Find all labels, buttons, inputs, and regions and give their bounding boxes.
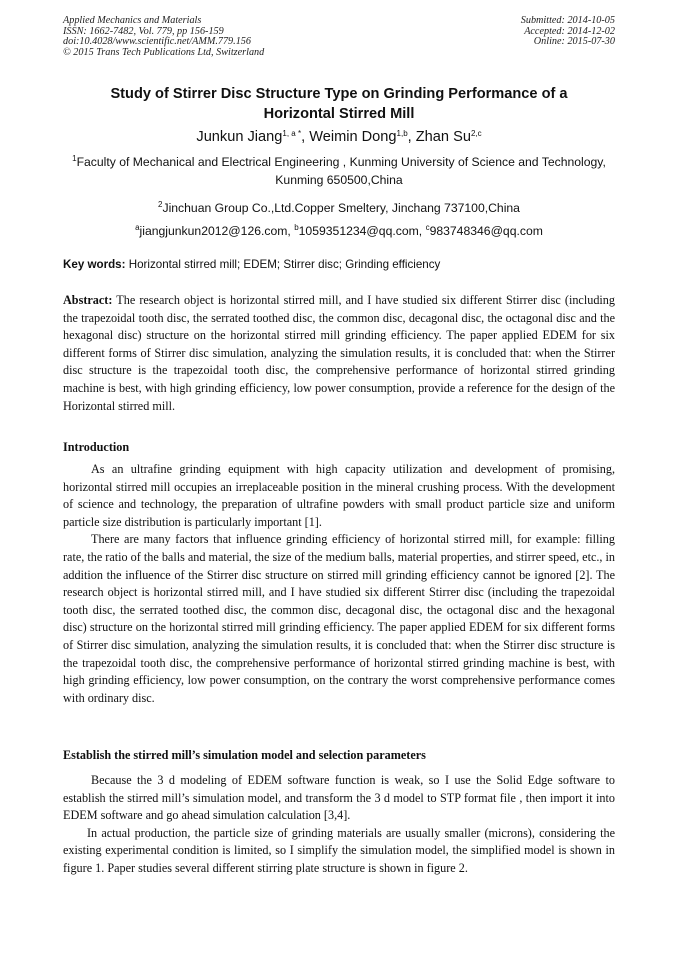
paragraph: In actual production, the particle size of grinding materials are usually smaller (microns), considering the existing experimental condition is limited, so I simplify the simulation model, the simplified model is shown in figure 1. Paper studies several different stirring plate structure is shown in figure 2. bbox=[63, 825, 615, 875]
author-sup: 2,c bbox=[470, 129, 482, 138]
submitted-date: Submitted: 2014-10-05 bbox=[520, 15, 615, 26]
abstract-label: Abstract: bbox=[63, 293, 113, 307]
section-heading-simulation-model: Establish the stirred mill’s simulation model and selection parameters bbox=[63, 748, 426, 762]
publication-dates bbox=[521, 16, 615, 48]
issn-line: ISSN: 1662-7482, Vol. 779, pp 156-159 bbox=[63, 25, 224, 37]
affiliation-2 bbox=[63, 199, 615, 217]
email-link[interactable]: 1059351234@qq.com, bbox=[298, 224, 423, 238]
email-list bbox=[63, 222, 615, 240]
keywords bbox=[63, 257, 615, 273]
keywords-label: Key words: bbox=[63, 258, 126, 271]
accepted-date: Accepted: 2014-12-02 bbox=[524, 25, 615, 37]
paragraph: There are many factors that influence grinding efficiency of horizontal stirred mill, for example: filling rate, the ratio of the balls and material, the size of the medium balls, material properties, and stirrer speed, etc., in addition the influence of the Stirrer disc structure on stirred mill grinding efficiency cannot be ignored [2]. The research object is horizontal stirred mill, and I have studied six different Stirrer disc (including the trapezoidal tooth disc, the serrated toothed disc, the common disc, decagonal disc, the octagonal disc and the hexagonal disc) structure on the horizontal stirred mill grinding efficiency. The paper applied EDEM for six different forms of Stirrer disc simulation, analyzing the simulation results, it is concluded that: when the Stirrer disc structure is the trapezoidal tooth disc, the comprehensive performance of horizontal stirred grinding machine is best, with high grinding efficiency, low power consumption, on the contrary the worst comprehensive performance comes with ordinary disc. bbox=[63, 532, 615, 705]
affiliation-1 bbox=[63, 153, 615, 189]
author-sup: 1,b bbox=[396, 129, 408, 138]
author-sup: 1, a * bbox=[282, 129, 302, 138]
keywords-text: Horizontal stirred mill; EDEM; Stirrer disc; Grinding efficiency bbox=[128, 258, 441, 271]
email-sup: c bbox=[425, 223, 430, 232]
paragraph: As an ultrafine grinding equipment with high capacity utilization and development of promising, horizontal stirred mill occupies an irreplaceable position in the mineral crushing process. With the development of science and technology, the preparation of ultrafine powders with small product particle size and uniform particle size distribution is particularly important [1]. bbox=[63, 462, 615, 529]
email-link[interactable]: jiangjunkun2012@126.com, bbox=[139, 224, 291, 238]
author-list: Junkun Jiang$^{1, a *}$, Weimin Dong$^{1,b}$, Zhan Su$^{2,c}$ bbox=[196, 129, 482, 145]
journal-name: Applied Mechanics and Materials bbox=[63, 15, 202, 26]
copyright-line: © 2015 Trans Tech Publications Ltd, Switzerland bbox=[63, 46, 265, 58]
doi-line: doi:10.4028/www.scientific.net/AMM.779.156 bbox=[63, 36, 251, 47]
affiliation-line-2: Kunming 650500,China bbox=[275, 173, 403, 187]
affiliation-text: Jinchuan Group Co.,Ltd.Copper Smeltery, Jinchang 737100,China bbox=[162, 201, 520, 215]
paper-title bbox=[63, 84, 615, 124]
title-line-1: Study of Stirrer Disc Structure Type on Grinding Performance of a bbox=[110, 86, 568, 102]
email-sup: a bbox=[135, 223, 140, 232]
affiliation-line-1: Faculty of Mechanical and Electrical Engineering , Kunming University of Science and Technology, bbox=[76, 155, 606, 169]
author-name: Weimin Dong bbox=[309, 129, 397, 145]
online-date: Online: 2015-07-30 bbox=[533, 36, 615, 47]
affiliation-sup: 1 bbox=[72, 154, 77, 163]
affiliation-sup: 2 bbox=[158, 200, 163, 209]
abstract-text: The research object is horizontal stirred mill, and I have studied six different Stirrer disc (including the trapezoidal tooth disc, the serrated toothed disc, the common disc, decagonal disc, the octagonal disc and the hexagonal disc) structure on the horizontal stirred mill grinding efficiency. The paper applied EDEM for six different forms of Stirrer disc simulation, analyzing the simulation results, it is concluded that: when the Stirrer disc structure is the trapezoidal tooth disc, the comprehensive performance of horizontal stirred grinding machine is best, with high grinding efficiency, low power consumption, provide a reference for the design of the Horizontal stirred mill. bbox=[63, 293, 615, 413]
section-heading-introduction: Introduction bbox=[63, 440, 130, 454]
author-name: Zhan Su bbox=[415, 129, 471, 145]
author-name: Junkun Jiang bbox=[196, 129, 283, 145]
introduction-body bbox=[63, 461, 615, 707]
title-line-2: Horizontal Stirred Mill bbox=[263, 106, 415, 122]
email-link[interactable]: 983748346@qq.com bbox=[429, 224, 543, 238]
email-sup: b bbox=[294, 223, 299, 232]
paragraph: Because the 3 d modeling of EDEM software function is weak, so I use the Solid Edge software to establish the stirred mill’s simulation model, and transform the 3 d model to STP format file , then import it into EDEM software and go ahead simulation calculation [3,4]. bbox=[63, 773, 615, 823]
abstract bbox=[63, 292, 615, 415]
simulation-model-body bbox=[63, 772, 615, 878]
journal-info bbox=[63, 16, 264, 58]
